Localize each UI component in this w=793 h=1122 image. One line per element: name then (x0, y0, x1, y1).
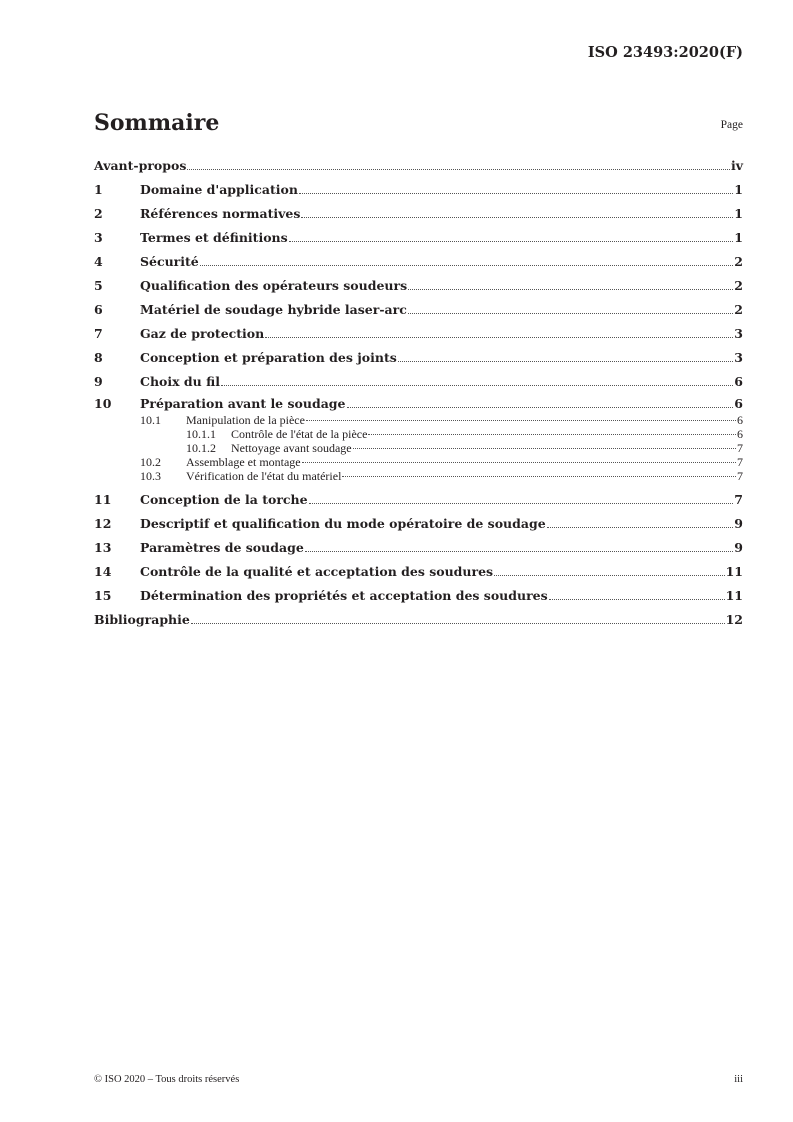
toc-entry-number: 2 (94, 205, 103, 221)
toc-entry-page: 7 (737, 469, 743, 483)
toc-entry-text: Assemblage et montage (186, 455, 301, 469)
toc-entry-number: 12 (94, 515, 112, 531)
toc-leader-dots (289, 240, 734, 242)
toc-entry-text: Choix du fil (140, 373, 220, 389)
toc-entry[interactable] (94, 393, 743, 413)
toc-leader-dots (301, 216, 733, 218)
toc-entry-number: 10.2 (140, 455, 161, 469)
toc-entry-number: 10.1 (140, 413, 161, 427)
toc-entry-number: 8 (94, 349, 103, 365)
toc-title: Sommaire (94, 110, 220, 136)
toc-entry-page: 2 (734, 253, 743, 269)
toc-leader-dots (306, 419, 736, 421)
toc-entry-text: Termes et définitions (140, 229, 288, 245)
toc-leader-dots (347, 406, 734, 408)
toc-entry[interactable] (94, 583, 743, 607)
table-of-contents (94, 153, 743, 631)
toc-subentry[interactable] (94, 413, 743, 427)
toc-entry-page: 11 (725, 587, 743, 603)
toc-leader-dots (265, 336, 733, 338)
toc-entry-text: Conception de la torche (140, 491, 308, 507)
toc-leader-dots (494, 574, 725, 576)
toc-entry-page: 6 (737, 413, 743, 427)
toc-entry[interactable] (94, 345, 743, 369)
toc-entry[interactable] (94, 535, 743, 559)
toc-leader-dots (408, 312, 733, 314)
toc-leader-dots (309, 502, 734, 504)
toc-entry-page: iv (730, 157, 743, 173)
toc-entry-number: 9 (94, 373, 103, 389)
toc-entry-number: 15 (94, 587, 112, 603)
toc-leader-dots (191, 622, 725, 624)
toc-entry-text: Références normatives (140, 205, 301, 221)
toc-leader-dots (408, 288, 733, 290)
toc-entry-number: 1 (94, 181, 103, 197)
toc-entry-number: 10.1.2 (186, 441, 216, 455)
toc-entry-page: 9 (734, 515, 743, 531)
toc-entry-page: 2 (734, 301, 743, 317)
toc-entry[interactable] (94, 153, 743, 177)
toc-leader-dots (187, 168, 730, 170)
toc-entry-text: Détermination des propriétés et acceptation des soudures (140, 587, 548, 603)
toc-entry-text: Domaine d'application (140, 181, 298, 197)
toc-leader-dots (302, 461, 736, 463)
toc-entry-page: 1 (734, 229, 743, 245)
toc-entry-page: 11 (725, 563, 743, 579)
toc-entry-text: Manipulation de la pièce (186, 413, 305, 427)
toc-entry-text: Qualification des opérateurs soudeurs (140, 277, 408, 293)
toc-subentry[interactable] (94, 455, 743, 469)
toc-leader-dots (398, 360, 734, 362)
toc-entry-number: 3 (94, 229, 103, 245)
toc-entry-number: 11 (94, 491, 112, 507)
toc-entry-page: 9 (734, 539, 743, 555)
toc-entry[interactable] (94, 369, 743, 393)
toc-entry[interactable] (94, 321, 743, 345)
toc-entry-number: 13 (94, 539, 112, 555)
toc-entry[interactable] (94, 559, 743, 583)
toc-entry-page: 6 (734, 395, 743, 411)
toc-entry-text: Contrôle de l'état de la pièce (231, 427, 368, 441)
toc-entry-page: 7 (737, 455, 743, 469)
toc-leader-dots (200, 264, 734, 266)
toc-entry[interactable] (94, 249, 743, 273)
toc-entry-page: 7 (734, 491, 743, 507)
footer-copyright: © ISO 2020 – Tous droits réservés (94, 1074, 240, 1085)
toc-leader-dots (353, 447, 736, 449)
toc-entry-number: 10.1.1 (186, 427, 216, 441)
toc-entry[interactable] (94, 607, 743, 631)
toc-entry[interactable] (94, 201, 743, 225)
toc-entry[interactable] (94, 177, 743, 201)
toc-entry-text: Gaz de protection (140, 325, 265, 341)
toc-entry-number: 7 (94, 325, 103, 341)
toc-entry[interactable] (94, 511, 743, 535)
toc-entry[interactable] (94, 225, 743, 249)
toc-entry-text: Sécurité (140, 253, 199, 269)
toc-entry[interactable] (94, 487, 743, 511)
toc-entry-text: Avant-propos (94, 157, 187, 173)
document-id-header: ISO 23493:2020(F) (587, 44, 743, 61)
toc-leader-dots (299, 192, 733, 194)
toc-entry-page: 7 (737, 441, 743, 455)
toc-subentry[interactable] (94, 441, 743, 455)
toc-entry-number: 10.3 (140, 469, 161, 483)
toc-leader-dots (342, 475, 736, 477)
toc-entry-text: Matériel de soudage hybride laser-arc (140, 301, 407, 317)
toc-entry-page: 6 (737, 427, 743, 441)
toc-entry-text: Descriptif et qualification du mode opératoire de soudage (140, 515, 546, 531)
toc-entry[interactable] (94, 273, 743, 297)
toc-entry-number: 5 (94, 277, 103, 293)
toc-subentry[interactable] (94, 427, 743, 441)
toc-entry-text: Contrôle de la qualité et acceptation des soudures (140, 563, 494, 579)
toc-entry-page: 6 (734, 373, 743, 389)
toc-leader-dots (549, 598, 725, 600)
toc-entry-page: 12 (725, 611, 743, 627)
toc-entry-number: 6 (94, 301, 103, 317)
toc-leader-dots (305, 550, 734, 552)
toc-entry-page: 3 (734, 325, 743, 341)
toc-entry-text: Préparation avant le soudage (140, 395, 346, 411)
toc-entry-number: 14 (94, 563, 112, 579)
toc-entry-text: Paramètres de soudage (140, 539, 304, 555)
toc-leader-dots (221, 384, 733, 386)
toc-leader-dots (547, 526, 734, 528)
toc-entry-text: Bibliographie (94, 611, 190, 627)
toc-entry[interactable] (94, 297, 743, 321)
toc-entry-text: Conception et préparation des joints (140, 349, 397, 365)
toc-entry-text: Nettoyage avant soudage (231, 441, 352, 455)
toc-entry-page: 1 (734, 181, 743, 197)
toc-leader-dots (368, 433, 736, 435)
toc-entry-page: 1 (734, 205, 743, 221)
toc-entry-number: 4 (94, 253, 103, 269)
toc-subentry[interactable] (94, 469, 743, 483)
footer-page-number: iii (734, 1074, 743, 1085)
toc-entry-page: 3 (734, 349, 743, 365)
toc-entry-text: Vérification de l'état du matériel (186, 469, 342, 483)
toc-entry-number: 10 (94, 395, 112, 411)
toc-entry-page: 2 (734, 277, 743, 293)
toc-page-label: Page (720, 119, 743, 131)
